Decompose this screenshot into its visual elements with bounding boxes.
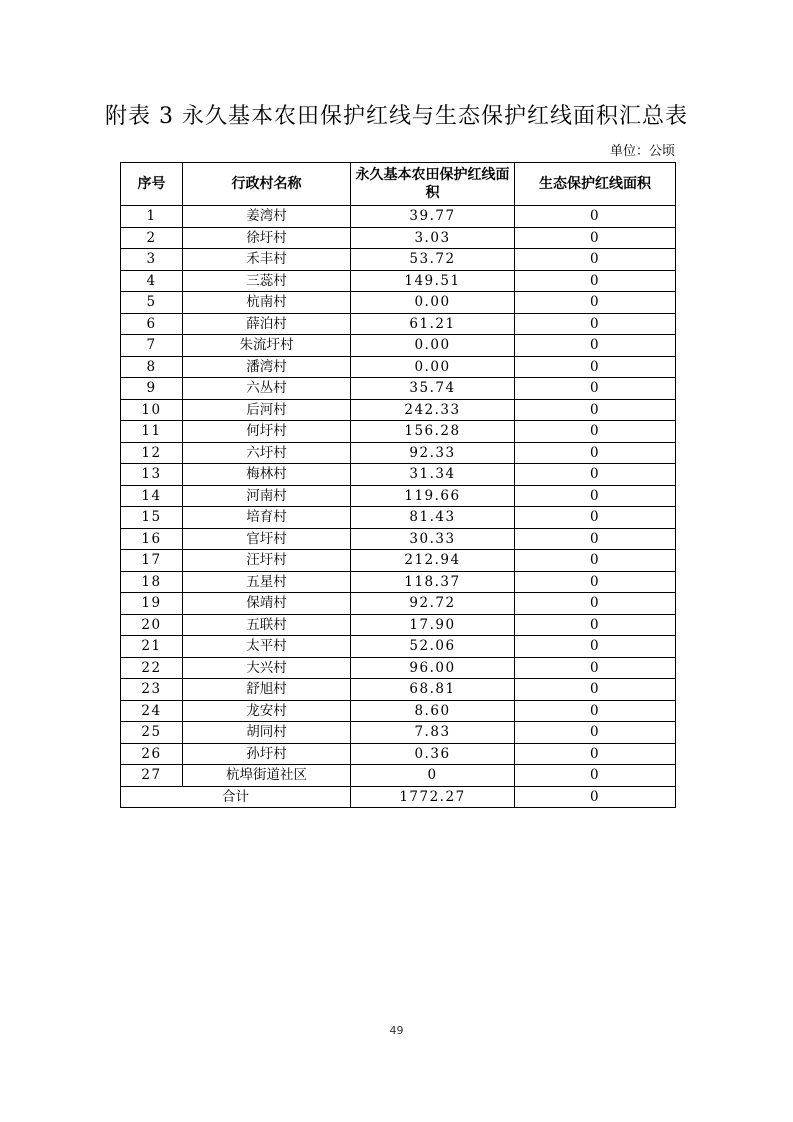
summary-table [120,162,676,808]
cell-village: 姜湾村 [183,206,351,228]
cell-farmland-area: 119.66 [351,485,515,507]
header-farmland-area: 永久基本农田保护红线面积 [351,163,515,206]
cell-ecology-area: 0 [515,270,676,292]
cell-village: 保靖村 [183,593,351,615]
table-row [121,335,676,357]
cell-farmland-area: 61.21 [351,313,515,335]
total-ecology-area: 0 [515,786,676,808]
cell-village: 汪圩村 [183,550,351,572]
cell-seq: 10 [121,399,183,421]
cell-ecology-area: 0 [515,421,676,443]
cell-farmland-area: 30.33 [351,528,515,550]
table-row [121,743,676,765]
cell-ecology-area: 0 [515,722,676,744]
cell-farmland-area: 52.06 [351,636,515,658]
table-row [121,528,676,550]
cell-ecology-area: 0 [515,335,676,357]
cell-village: 五星村 [183,571,351,593]
cell-ecology-area: 0 [515,206,676,228]
table-row [121,593,676,615]
cell-village: 后河村 [183,399,351,421]
cell-farmland-area: 96.00 [351,657,515,679]
cell-ecology-area: 0 [515,292,676,314]
table-row [121,421,676,443]
cell-seq: 5 [121,292,183,314]
table-row [121,636,676,658]
cell-seq: 25 [121,722,183,744]
cell-ecology-area: 0 [515,765,676,787]
cell-farmland-area: 3.03 [351,227,515,249]
cell-village: 胡同村 [183,722,351,744]
cell-village: 朱流圩村 [183,335,351,357]
cell-farmland-area: 35.74 [351,378,515,400]
cell-seq: 15 [121,507,183,529]
table-row [121,700,676,722]
table-row [121,356,676,378]
cell-farmland-area: 0.36 [351,743,515,765]
unit-label: 单位：公顷 [609,144,675,159]
table-row [121,464,676,486]
cell-village: 舒旭村 [183,679,351,701]
cell-farmland-area: 68.81 [351,679,515,701]
cell-ecology-area: 0 [515,700,676,722]
table-row [121,378,676,400]
cell-ecology-area: 0 [515,227,676,249]
cell-farmland-area: 39.77 [351,206,515,228]
cell-seq: 14 [121,485,183,507]
cell-seq: 16 [121,528,183,550]
cell-ecology-area: 0 [515,636,676,658]
cell-farmland-area: 212.94 [351,550,515,572]
cell-village: 杭埠街道社区 [183,765,351,787]
cell-seq: 6 [121,313,183,335]
cell-village: 何圩村 [183,421,351,443]
cell-ecology-area: 0 [515,614,676,636]
cell-seq: 22 [121,657,183,679]
cell-farmland-area: 118.37 [351,571,515,593]
table-row [121,722,676,744]
table-row [121,206,676,228]
cell-seq: 3 [121,249,183,271]
cell-farmland-area: 8.60 [351,700,515,722]
table-row [121,442,676,464]
cell-village: 孙圩村 [183,743,351,765]
cell-seq: 17 [121,550,183,572]
cell-seq: 8 [121,356,183,378]
cell-farmland-area: 0.00 [351,356,515,378]
total-row [121,786,676,808]
header-ecology-area: 生态保护红线面积 [515,163,676,206]
cell-farmland-area: 92.72 [351,593,515,615]
cell-seq: 11 [121,421,183,443]
table-row [121,399,676,421]
table-row [121,550,676,572]
cell-village: 大兴村 [183,657,351,679]
cell-seq: 9 [121,378,183,400]
table-body [121,206,676,808]
table-row [121,571,676,593]
cell-farmland-area: 92.33 [351,442,515,464]
cell-village: 薛泊村 [183,313,351,335]
table-row [121,249,676,271]
total-farmland-area: 1772.27 [351,786,515,808]
cell-seq: 12 [121,442,183,464]
cell-ecology-area: 0 [515,249,676,271]
cell-farmland-area: 0 [351,765,515,787]
cell-farmland-area: 149.51 [351,270,515,292]
cell-seq: 24 [121,700,183,722]
document-title: 附表 3 永久基本农田保护红线与生态保护红线面积汇总表 [105,104,688,129]
cell-village: 三蕊村 [183,270,351,292]
cell-seq: 21 [121,636,183,658]
cell-farmland-area: 17.90 [351,614,515,636]
cell-seq: 7 [121,335,183,357]
header-village: 行政村名称 [183,163,351,206]
table-row [121,227,676,249]
cell-village: 龙安村 [183,700,351,722]
table-row [121,507,676,529]
cell-ecology-area: 0 [515,593,676,615]
cell-ecology-area: 0 [515,378,676,400]
cell-village: 六圩村 [183,442,351,464]
cell-farmland-area: 242.33 [351,399,515,421]
cell-ecology-area: 0 [515,507,676,529]
cell-ecology-area: 0 [515,571,676,593]
cell-village: 官圩村 [183,528,351,550]
cell-ecology-area: 0 [515,550,676,572]
cell-seq: 19 [121,593,183,615]
table-row [121,657,676,679]
cell-village: 河南村 [183,485,351,507]
cell-farmland-area: 0.00 [351,335,515,357]
table-row [121,679,676,701]
table-row [121,313,676,335]
cell-ecology-area: 0 [515,399,676,421]
page-number: 49 [389,1024,404,1037]
cell-seq: 26 [121,743,183,765]
total-label: 合计 [121,786,351,808]
table-row [121,485,676,507]
cell-ecology-area: 0 [515,313,676,335]
cell-farmland-area: 81.43 [351,507,515,529]
header-seq: 序号 [121,163,183,206]
cell-ecology-area: 0 [515,464,676,486]
cell-village: 太平村 [183,636,351,658]
cell-seq: 20 [121,614,183,636]
cell-seq: 23 [121,679,183,701]
cell-seq: 1 [121,206,183,228]
cell-village: 杭南村 [183,292,351,314]
cell-village: 五联村 [183,614,351,636]
cell-village: 徐圩村 [183,227,351,249]
cell-ecology-area: 0 [515,528,676,550]
cell-village: 六丛村 [183,378,351,400]
cell-seq: 4 [121,270,183,292]
cell-village: 梅林村 [183,464,351,486]
cell-ecology-area: 0 [515,679,676,701]
cell-farmland-area: 53.72 [351,249,515,271]
cell-seq: 13 [121,464,183,486]
cell-farmland-area: 156.28 [351,421,515,443]
cell-ecology-area: 0 [515,442,676,464]
cell-seq: 27 [121,765,183,787]
cell-village: 潘湾村 [183,356,351,378]
cell-farmland-area: 0.00 [351,292,515,314]
cell-seq: 2 [121,227,183,249]
table-header-row [121,163,676,206]
cell-seq: 18 [121,571,183,593]
cell-ecology-area: 0 [515,356,676,378]
table-row [121,614,676,636]
cell-ecology-area: 0 [515,657,676,679]
cell-farmland-area: 7.83 [351,722,515,744]
cell-ecology-area: 0 [515,485,676,507]
table-row [121,270,676,292]
cell-farmland-area: 31.34 [351,464,515,486]
cell-village: 禾丰村 [183,249,351,271]
cell-ecology-area: 0 [515,743,676,765]
table-row [121,765,676,787]
cell-village: 培育村 [183,507,351,529]
table-row [121,292,676,314]
